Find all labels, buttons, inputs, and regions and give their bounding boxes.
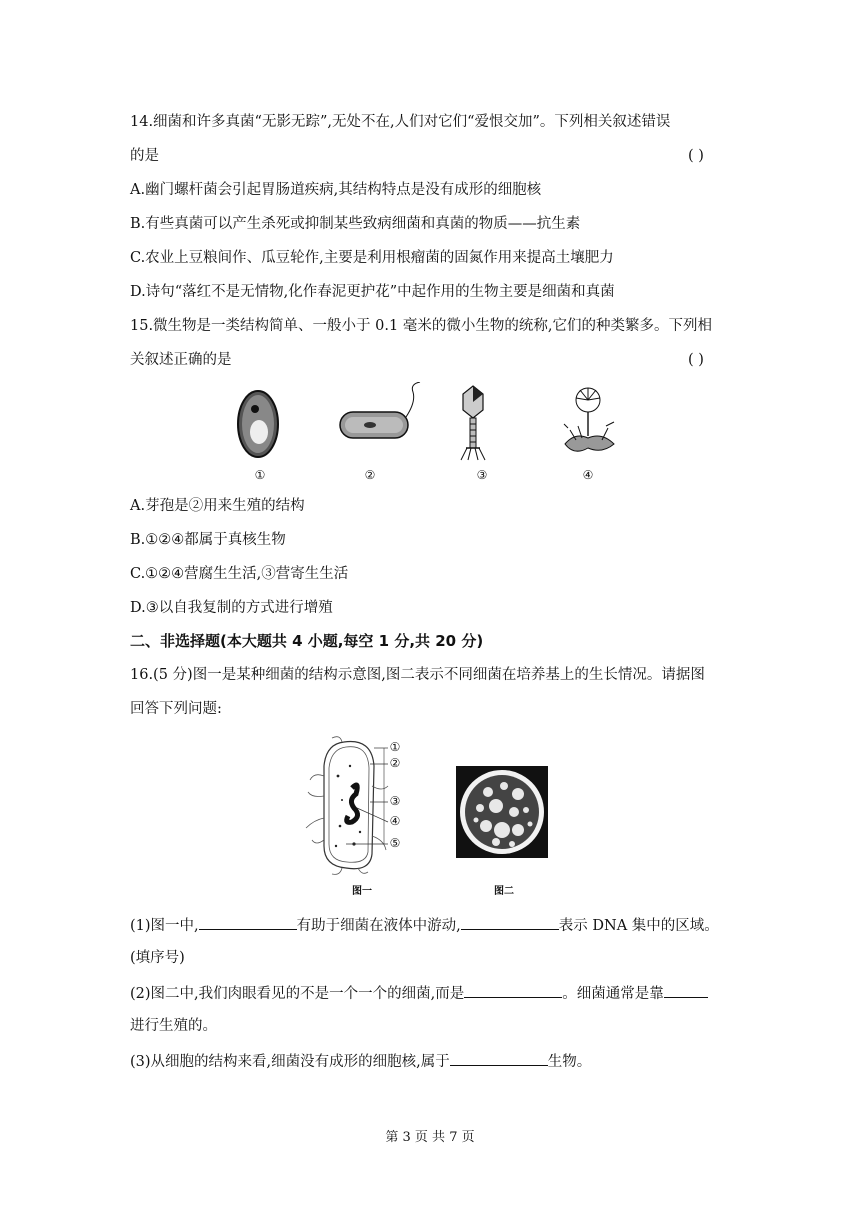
- q14-stem-line2: 的是: [130, 148, 159, 164]
- q16-part1-text-a: (1)图一中,: [130, 918, 199, 934]
- q16-part3-text-a: (3)从细胞的结构来看,细菌没有成形的细胞核,属于: [130, 1054, 450, 1070]
- bacterial-colonies-image: [456, 766, 548, 858]
- q15-option-b: B.①②④都属于真核生物: [130, 532, 286, 548]
- mold-image: [564, 388, 614, 451]
- q15-option-d: D.③以自我复制的方式进行增殖: [130, 600, 333, 616]
- q16-part1-note: (填序号): [130, 950, 185, 966]
- q15-answer-bracket: ( ): [688, 352, 704, 368]
- q16-stem-line1: 16.(5 分)图一是某种细菌的结构示意图,图二表示不同细菌在培养基上的生长情况。请据图: [130, 667, 705, 683]
- q16-blank-3[interactable]: [464, 982, 562, 998]
- q14-option-a: A.幽门螺杆菌会引起胃肠道疾病,其结构特点是没有成形的细胞核: [130, 182, 542, 198]
- q16-part2-text-b: 。细菌通常是靠: [562, 986, 664, 1002]
- q16-blank-4[interactable]: [664, 982, 708, 998]
- fig1-label-3: ③: [389, 794, 401, 808]
- fig1-label-4: ④: [389, 814, 401, 828]
- q14-option-b: B.有些真菌可以产生杀死或抑制某些致病细菌和真菌的物质——抗生素: [130, 216, 581, 232]
- page-footer: 第 3 页 共 7 页: [385, 1130, 475, 1145]
- figure-label-3: ③: [476, 468, 488, 482]
- q16-part1: [130, 914, 719, 936]
- q15-option-a: A.芽孢是②用来生殖的结构: [130, 498, 305, 514]
- q16-part2-text-a: (2)图二中,我们肉眼看见的不是一个一个的细菌,而是: [130, 986, 465, 1002]
- figure-label-2: ②: [364, 468, 376, 482]
- fig1-label-5: ⑤: [389, 836, 401, 850]
- q16-part1-text-b: 有助于细菌在液体中游动,: [296, 918, 461, 934]
- fig1-label-2: ②: [389, 756, 401, 770]
- q16-part2: [130, 982, 708, 1004]
- q16-part3-text-b: 生物。: [547, 1054, 592, 1070]
- yeast-cell-image: [238, 391, 278, 457]
- fig1-label-1: ①: [389, 740, 401, 754]
- q14-option-d: D.诗句“落红不是无情物,化作春泥更护花”中起作用的生物主要是细菌和真菌: [130, 284, 615, 300]
- virus-image: [461, 386, 485, 460]
- q16-part3: [130, 1050, 591, 1072]
- figure-label-1: ①: [254, 468, 266, 482]
- figure-label-4: ④: [582, 468, 594, 482]
- fig1-caption: 图一: [352, 886, 372, 897]
- q16-blank-1[interactable]: [199, 914, 297, 930]
- q14-stem-line1: 14.细菌和许多真菌“无影无踪”,无处不在,人们对它们“爱恨交加”。下列相关叙述错误: [130, 114, 671, 130]
- q15-stem-line1: 15.微生物是一类结构简单、一般小于 0.1 毫米的微小生物的统称,它们的种类繁多。下列相: [130, 318, 712, 334]
- q16-blank-5[interactable]: [450, 1050, 548, 1066]
- microorganism-figure: [230, 382, 630, 472]
- q16-part1-text-c: 表示 DNA 集中的区域。: [558, 918, 719, 934]
- q15-stem-line2: 关叙述正确的是: [130, 352, 232, 368]
- q16-blank-2[interactable]: [461, 914, 559, 930]
- bacterium-image: [340, 382, 420, 438]
- q14-answer-bracket: ( ): [688, 148, 704, 164]
- q16-part2-end: 进行生殖的。: [130, 1018, 217, 1034]
- q16-stem-line2: 回答下列问题:: [130, 701, 222, 717]
- q14-option-c: C.农业上豆粮间作、瓜豆轮作,主要是利用根瘤菌的固氮作用来提高土壤肥力: [130, 250, 614, 266]
- section-heading: 二、非选择题(本大题共 4 小题,每空 1 分,共 20 分): [130, 632, 484, 650]
- fig2-caption: 图二: [494, 886, 514, 897]
- q15-option-c: C.①②④营腐生生活,③营寄生生活: [130, 566, 349, 582]
